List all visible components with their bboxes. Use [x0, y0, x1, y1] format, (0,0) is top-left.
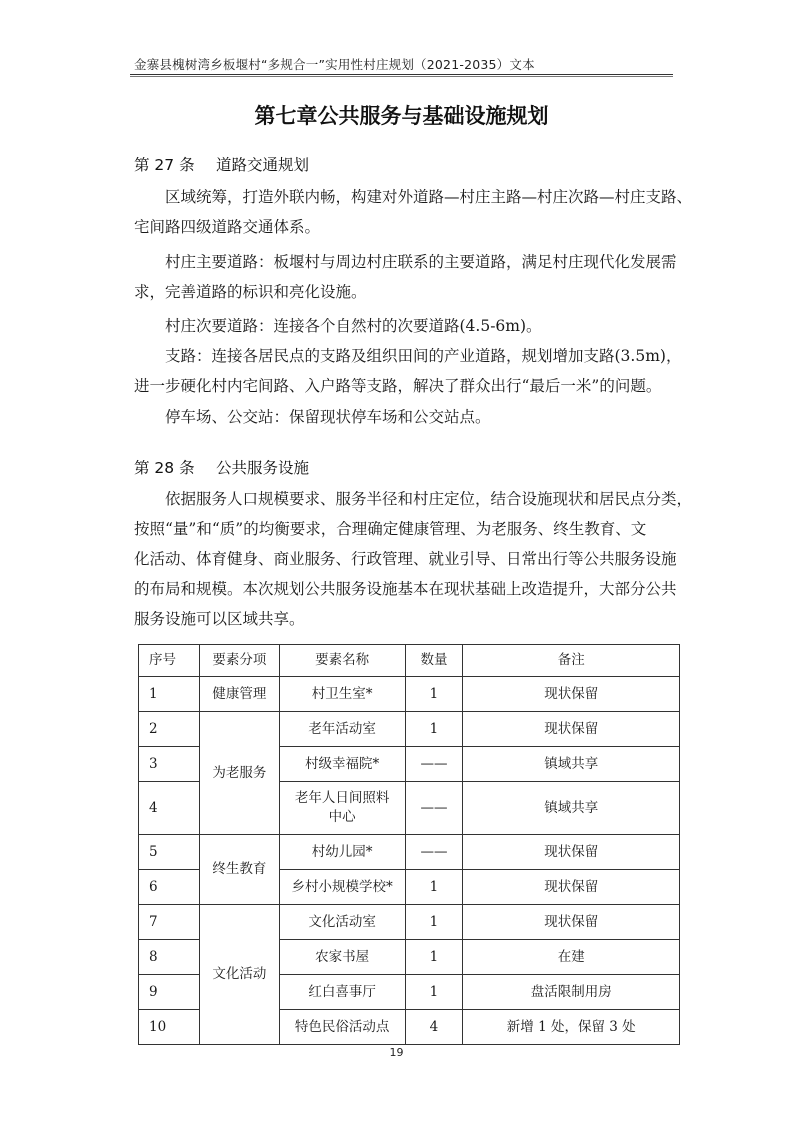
cell-category: 终生教育: [199, 835, 279, 905]
cell-name: 文化活动室: [279, 905, 405, 940]
cell-no: 7: [139, 905, 200, 940]
cell-no: 10: [139, 1010, 200, 1045]
cell-quantity: 1: [405, 870, 463, 905]
cell-quantity: 1: [405, 712, 463, 747]
cell-no: 9: [139, 975, 200, 1010]
article-27-paragraph-4: [134, 341, 682, 401]
table-row: [139, 677, 680, 712]
text-line: 宅间路四级道路交通体系。: [134, 218, 321, 236]
text-line: 进一步硬化村内宅间路、入户路等支路，解决了群众出行“最后一米”的问题。: [134, 377, 662, 395]
chapter-title: 第七章公共服务与基础设施规划: [254, 104, 549, 128]
cell-name-line: 老年人日间照料: [294, 790, 390, 806]
cell-note: 镇域共享: [463, 782, 680, 835]
text-line: 化活动、体育健身、商业服务、行政管理、就业引导、日常出行等公共服务设施: [134, 550, 677, 568]
text-line: 村庄主要道路：板堰村与周边村庄联系的主要道路，满足村庄现代化发展需: [165, 253, 677, 271]
cell-quantity: ——: [405, 782, 463, 835]
cell-note: 现状保留: [463, 677, 680, 712]
cell-note: 新增 1 处，保留 3 处: [463, 1010, 680, 1045]
header-rule-thin: [130, 76, 673, 77]
column-header-note: 备注: [463, 645, 680, 677]
cell-note: 现状保留: [463, 712, 680, 747]
page-number: 19: [389, 1046, 404, 1059]
article-27-paragraph-3: [134, 311, 674, 341]
cell-name: 农家书屋: [279, 940, 405, 975]
cell-quantity: 1: [405, 677, 463, 712]
article-27-title: 道路交通规划: [216, 156, 310, 174]
cell-no: 8: [139, 940, 200, 975]
cell-no: 1: [139, 677, 200, 712]
cell-quantity: 1: [405, 905, 463, 940]
cell-no: 3: [139, 747, 200, 782]
header-rule: [130, 74, 673, 75]
public-facilities-table: [138, 644, 680, 1045]
text-line: 区域统筹，打造外联内畅，构建对外道路—村庄主路—村庄次路—村庄支路、: [165, 188, 693, 206]
text-line: 依据服务人口规模要求、服务半径和村庄定位，结合设施现状和居民点分类，: [165, 490, 693, 508]
cell-quantity: 1: [405, 975, 463, 1010]
article-27-heading: [134, 153, 309, 175]
cell-name: 特色民俗活动点: [279, 1010, 405, 1045]
cell-category: 健康管理: [199, 677, 279, 712]
cell-note: 现状保留: [463, 835, 680, 870]
cell-note: 盘活限制用房: [463, 975, 680, 1010]
article-28-number: 第 28 条: [134, 459, 195, 477]
cell-note: 现状保留: [463, 870, 680, 905]
cell-name: 乡村小规模学校*: [279, 870, 405, 905]
cell-name: 村卫生室*: [279, 677, 405, 712]
column-header-name: 要素名称: [279, 645, 405, 677]
text-line: 支路：连接各居民点的支路及组织田间的产业道路，规划增加支路(3.5m)，: [165, 347, 682, 365]
cell-name-line: 中心: [328, 809, 356, 825]
table-row: [139, 905, 680, 940]
cell-quantity: 1: [405, 940, 463, 975]
column-header-category: 要素分项: [199, 645, 279, 677]
table-row: [139, 835, 680, 870]
cell-name: 红白喜事厅: [279, 975, 405, 1010]
cell-note: 镇域共享: [463, 747, 680, 782]
cell-no: 5: [139, 835, 200, 870]
cell-no: 4: [139, 782, 200, 835]
cell-name: 老年活动室: [279, 712, 405, 747]
cell-category: 文化活动: [199, 905, 279, 1045]
table-row: [139, 712, 680, 747]
table-header-row: [139, 645, 680, 677]
column-header-no: 序号: [139, 645, 200, 677]
article-27-number: 第 27 条: [134, 156, 195, 174]
article-28-paragraph: [134, 484, 693, 634]
article-28-heading: [134, 456, 309, 478]
running-header: 金寨县槐树湾乡板堰村“多规合一”实用性村庄规划（2021-2035）文本: [134, 57, 535, 72]
cell-note: 现状保留: [463, 905, 680, 940]
text-line: 按照“量”和“质”的均衡要求，合理确定健康管理、为老服务、终生教育、文: [134, 520, 647, 538]
article-27-paragraph-1: [134, 182, 693, 242]
cell-note: 在建: [463, 940, 680, 975]
cell-name: 村幼儿园*: [279, 835, 405, 870]
cell-no: 6: [139, 870, 200, 905]
text-line: 村庄次要道路：连接各个自然村的次要道路(4.5-6m)。: [165, 317, 542, 335]
article-27-paragraph-2: [134, 247, 677, 307]
text-line: 求，完善道路的标识和亮化设施。: [134, 283, 367, 301]
article-28-title: 公共服务设施: [216, 459, 310, 477]
text-line: 服务设施可以区域共享。: [134, 610, 305, 628]
cell-category: 为老服务: [199, 712, 279, 835]
cell-name: [279, 782, 405, 835]
cell-no: 2: [139, 712, 200, 747]
cell-quantity: 4: [405, 1010, 463, 1045]
article-27-paragraph-5: [134, 402, 674, 432]
cell-quantity: ——: [405, 747, 463, 782]
column-header-quantity: 数量: [405, 645, 463, 677]
cell-name: 村级幸福院*: [279, 747, 405, 782]
cell-quantity: ——: [405, 835, 463, 870]
text-line: 停车场、公交站：保留现状停车场和公交站点。: [165, 408, 491, 426]
text-line: 的布局和规模。本次规划公共服务设施基本在现状基础上改造提升，大部分公共: [134, 580, 677, 598]
